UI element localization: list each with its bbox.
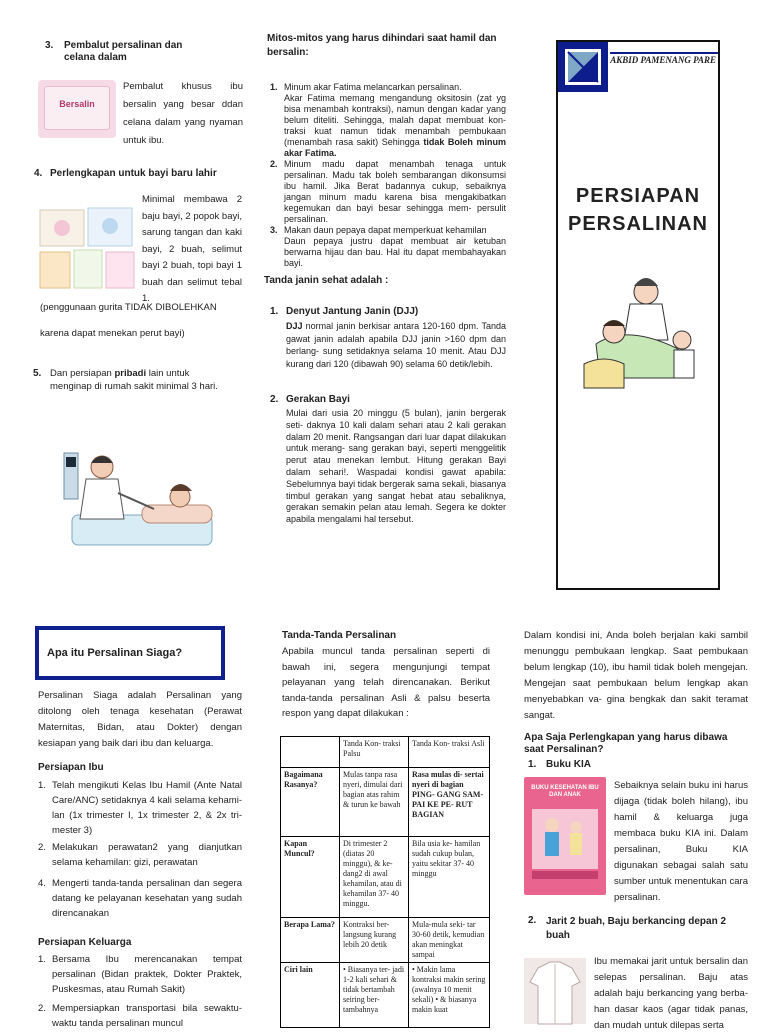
logo-diamond-icon <box>558 42 608 92</box>
djj-body: normal janin berkisar antara 120-160 dpm. Tanda gawat janin adalah apabila DJJ janin >160 dpm dan berlang- sung setidaknya selama 10 menit. Atau DJJ kurang dari 120 (dibawah 90) selama 60 detik/lebih. <box>286 321 506 369</box>
perlengkapan-title: Apa Saja Perlengkapan yang harus dibawa saat Persalinan? <box>524 732 728 755</box>
ibu-item-number: 4. <box>38 878 46 889</box>
keluarga-item <box>38 952 242 997</box>
buku-kia-text: Sebaiknya selain buku ini harus dijaga (tidak boleh hilang), ibu hamil & keluarga juga membaca buku KIA ini. Dalam persalinan, Buku KIA digunakan sebagai salah satu sumber untuk menentukan cara persalinan. <box>614 780 748 903</box>
persiapan-keluarga-list <box>38 952 242 1031</box>
mitos-bold: tidak Boleh minum akar Fatima. <box>284 137 506 158</box>
table-cell-palsu: Mulas tanpa rasa nyeri, dimulai dari bagian atas rahim & turun ke bawah <box>340 768 409 837</box>
keluarga-item-text: Bersama Ibu merencanakan tempat persalinan (Bidan praktek, Dokter Praktek, Puskesmas, atau Rumah Sakit) <box>52 954 242 995</box>
gerakan-title: Gerakan Bayi <box>286 394 350 405</box>
djj-title: Denyut Jantung Janin (DJJ) <box>286 306 419 317</box>
item3-number: 3. <box>45 40 54 51</box>
birth-assist-scene-icon <box>578 274 706 402</box>
item4-text: Minimal membawa 2 baju bayi, 2 popok bayi, sarung tangan dan kaki bayi, 2 buah, selimut bayi 2 buah, topi bayi 1 buah dan selimut tebal 1. <box>142 194 242 304</box>
janin-title: Tanda janin sehat adalah : <box>264 275 389 286</box>
baby-clothes-image <box>38 206 136 292</box>
cover-rule <box>610 52 718 54</box>
pad-pack-label: Bersalin <box>44 86 110 130</box>
ibu-item-text: Melakukan perawatan2 yang dianjutkan selama kehamilan: gizi, perawatan <box>52 842 242 868</box>
mitos-title: Mitos-mitos yang harus dihindari saat hamil dan bersalin: <box>267 33 497 58</box>
table-cell-asli: Rasa mulas di- sertai nyeri di bagian PING- GANG SAM- PAI KE PE- RUT BAGIAN <box>409 768 490 837</box>
table-cell-palsu: • Biasanya ter- jadi 1-2 kali sehari & tidak bertambah seiring ber- tambahnya <box>340 963 409 1028</box>
ibu-item-number: 2. <box>38 842 46 853</box>
cover-panel <box>556 40 720 590</box>
table-cell-asli: Bila usia ke- hamilan sudah cukup bulan, yaitu sekitar 37- 40 minggu <box>409 837 490 918</box>
persiapan-keluarga-title: Persiapan Keluarga <box>38 937 132 948</box>
table-header-cell <box>281 737 340 768</box>
box-title: Apa itu Persalinan Siaga? <box>47 647 183 659</box>
djj-text <box>286 320 506 370</box>
buku-kia-number: 1. <box>528 759 537 770</box>
cover-logo <box>558 42 608 92</box>
mitos-item <box>270 159 506 225</box>
keluarga-item-text: Mempersiapkan transportasi bila sewaktu- waktu tanda persalinan muncul <box>52 1003 242 1029</box>
gerakan-text: Mulai dari usia 20 minggu (5 bulan), janin bergerak seti- daknya 10 kali dalam sehari atau 2 kali gerakan dalam 20 menit. Rangsangan dari luar dapat dilakukan untuk merang- sang gerakan bayi, seperti menggelitik perut atau menekan lembut. Hitung gerakan Bayi dalam sehari!. Waspadai kondisi gawat apabila: Sebelumnya bayi tidak bergerak sama sekali, biasanya timbul gerakan yang sangat hebat atau sebaliknya, gerakan semakin pelan atau lemah. Segera ke dokter apabila mengalami hal tersebut. <box>286 408 506 525</box>
cover-title-line-2: PERSALINAN <box>567 213 708 235</box>
buku-kia-title: Buku KIA <box>546 759 591 770</box>
jarit-title: Jarit 2 buah, Baju berkancing depan 2 buah <box>546 916 727 941</box>
mitos-head: Minum madu dapat menambah tenaga untuk persalinan. Madu tak boleh sembarangan dikonsumsi ibu hamil. Jika Berat badannya cukup, sebaiknya jangan minum madu karena bisa mengakibatkan kegemukan dan bayi besar sehingga mem- persulit persalinan. <box>284 159 506 224</box>
keluarga-item-number: 2. <box>38 1003 46 1014</box>
item4-title: Perlengkapan untuk bayi baru lahir <box>50 168 217 179</box>
mitos-head: Makan daun pepaya dapat memperkuat kehamilan <box>284 225 487 235</box>
item5-bold: pribadi <box>114 368 147 379</box>
keluarga-item-number: 1. <box>38 954 46 965</box>
ultrasound-scene-icon <box>62 445 222 557</box>
gerakan-number: 2. <box>270 394 279 405</box>
keluarga-item <box>38 1001 242 1031</box>
persiapan-ibu-title: Persiapan Ibu <box>38 762 104 773</box>
mitos-item <box>270 82 506 159</box>
jarit-text: Ibu memakai jarit untuk bersalin dan selepas persalinan. Baju atas adalah baju berkancing yang berba- han dasar kaos (agar tidak panas, dan mudah untuk dilepas serta <box>594 956 748 1031</box>
cover-title <box>558 182 718 238</box>
kia-family-icon <box>524 805 606 885</box>
tanda-table-wrap <box>280 736 490 1024</box>
ibu-item <box>38 778 242 838</box>
table-cell-palsu: Di trimester 2 (diatas 20 minggu), & ke- dang2 di awal kehamilan, atau di kehamilan 37- 40 minggu. <box>340 837 409 918</box>
mitos-number: 2. <box>270 159 278 169</box>
shirt-icon <box>524 958 586 1024</box>
cover-org: AKBID PAMENANG PARE <box>610 55 716 65</box>
mitos-list <box>270 82 506 269</box>
cover-title-line-1: PERSIAPAN <box>575 185 701 207</box>
ibu-item-number: 1. <box>38 780 46 791</box>
mitos-body: Daun pepaya justru dapat membuat air ketuban berwarna hijau dan bau. Hal itu dapat membahayakan bayi. <box>284 236 506 268</box>
djj-number: 1. <box>270 306 279 317</box>
ibu-item <box>38 840 242 870</box>
item5-pre: Dan persiapan <box>50 368 115 379</box>
item3-text: Pembalut khusus ibu bersalin yang besar ddan celana dalam yang nyaman untuk ibu. <box>123 81 243 146</box>
buku-kia-image <box>524 777 606 895</box>
tanda-intro: Apabila muncul tanda persalinan seperti di bawah ini, segera mengunjungi tempat pelayanan yang telah direncanakan. Berikut tanda-tanda persalinan Asli & palsu beserta respon yang dapat dilakukan : <box>282 646 490 719</box>
kondisi-intro: Dalam kondisi ini, Anda boleh berjalan kaki sambil menunggu pembukaan lengkap. Saat pembukaan belum lengkap (10), ibu hamil tidak boleh mengejan. Mengejan saat pembukaan belum lengkap akan menyebabkan va- gina bengkak dan sakit teramat sangat. <box>524 630 748 721</box>
table-header-cell: Tanda Kon- traksi Palsu <box>340 737 409 768</box>
mitos-number: 1. <box>270 82 278 92</box>
table-row-label: Ciri lain <box>281 963 340 1028</box>
mitos-number: 3. <box>270 225 278 235</box>
item5-number: 5. <box>33 368 42 379</box>
item4-number: 4. <box>34 168 43 179</box>
jarit-image <box>524 958 586 1024</box>
table-header-row <box>281 737 490 768</box>
mitos-body: Akar Fatima memang mengandung oksitosin (zat yg bisa menambah kontraksi), namun dengan kadar yang belum diteliti. Sehingga, malah dapat membuat kon- traksi kuat namun tidak menambah pembukaan (menambah rasa sakit) Sehingga <box>284 93 506 147</box>
item5-text <box>50 368 228 393</box>
table-row <box>281 768 490 837</box>
buku-kia-cover-label: BUKU KESEHATAN IBU DAN ANAK <box>531 785 599 798</box>
table-header-cell: Tanda Kon- traksi Asli <box>409 737 490 768</box>
table-cell-asli: • Makin lama kontraksi makin sering (awalnya 10 menit sekali) • & biasanya makin kuat <box>409 963 490 1028</box>
table-row <box>281 837 490 918</box>
mitos-item <box>270 225 506 269</box>
ibu-item <box>38 876 242 921</box>
table-cell-palsu: Kontraksi ber- langsung kurang lebih 20 detik <box>340 918 409 963</box>
item3-title: Pembalut persalinan dan celana dalam <box>64 40 183 63</box>
table-row <box>281 918 490 963</box>
table-row-label: Berapa Lama? <box>281 918 340 963</box>
item4-note-2: karena dapat menekan perut bayi) <box>40 328 185 339</box>
item5-post: lain untuk menginap di rumah sakit minimal 3 hari. <box>50 368 218 392</box>
ibu-item-text: Mengerti tanda-tanda persalinan dan segera datang ke pelayanan kesehatan yang sudah direncanakan <box>52 878 242 919</box>
ibu-item-text: Telah mengikuti Kelas Ibu Hamil (Ante Natal Care/ANC) setidaknya 4 kali selama kehami- lan (1x trimester I, 1x trimester 2, & 2x tri- mester 3) <box>52 780 242 836</box>
mitos-head: Minum akar Fatima melancarkan persalinan. <box>284 82 462 92</box>
djj-bold: DJJ <box>286 321 303 331</box>
tanda-title: Tanda-Tanda Persalinan <box>282 630 397 641</box>
tanda-table <box>280 736 490 1028</box>
persalinan-siaga-box <box>35 626 225 680</box>
baby-clothes-icon <box>38 206 136 292</box>
cover-illustration <box>578 274 706 402</box>
ultrasound-illustration <box>62 445 222 557</box>
item4-note-1: (penggunaan gurita TIDAK DIBOLEHKAN <box>40 302 217 313</box>
jarit-number: 2. <box>528 915 537 926</box>
table-row <box>281 963 490 1028</box>
siaga-intro: Persalinan Siaga adalah Persalinan yang ditolong oleh tenaga kesehatan (Perawat Maternitas, Bidan, atau Dokter) dengan kesiapan yang baik dari ibu dan keluarga. <box>38 690 242 749</box>
table-row-label: Bagaimana Rasanya? <box>281 768 340 837</box>
table-cell-asli: Mula-mula seki- tar 30-60 detik, kemudian akan meningkat sampai <box>409 918 490 963</box>
persiapan-ibu-list <box>38 778 242 921</box>
maternity-pad-image <box>38 80 116 138</box>
table-row-label: Kapan Muncul? <box>281 837 340 918</box>
